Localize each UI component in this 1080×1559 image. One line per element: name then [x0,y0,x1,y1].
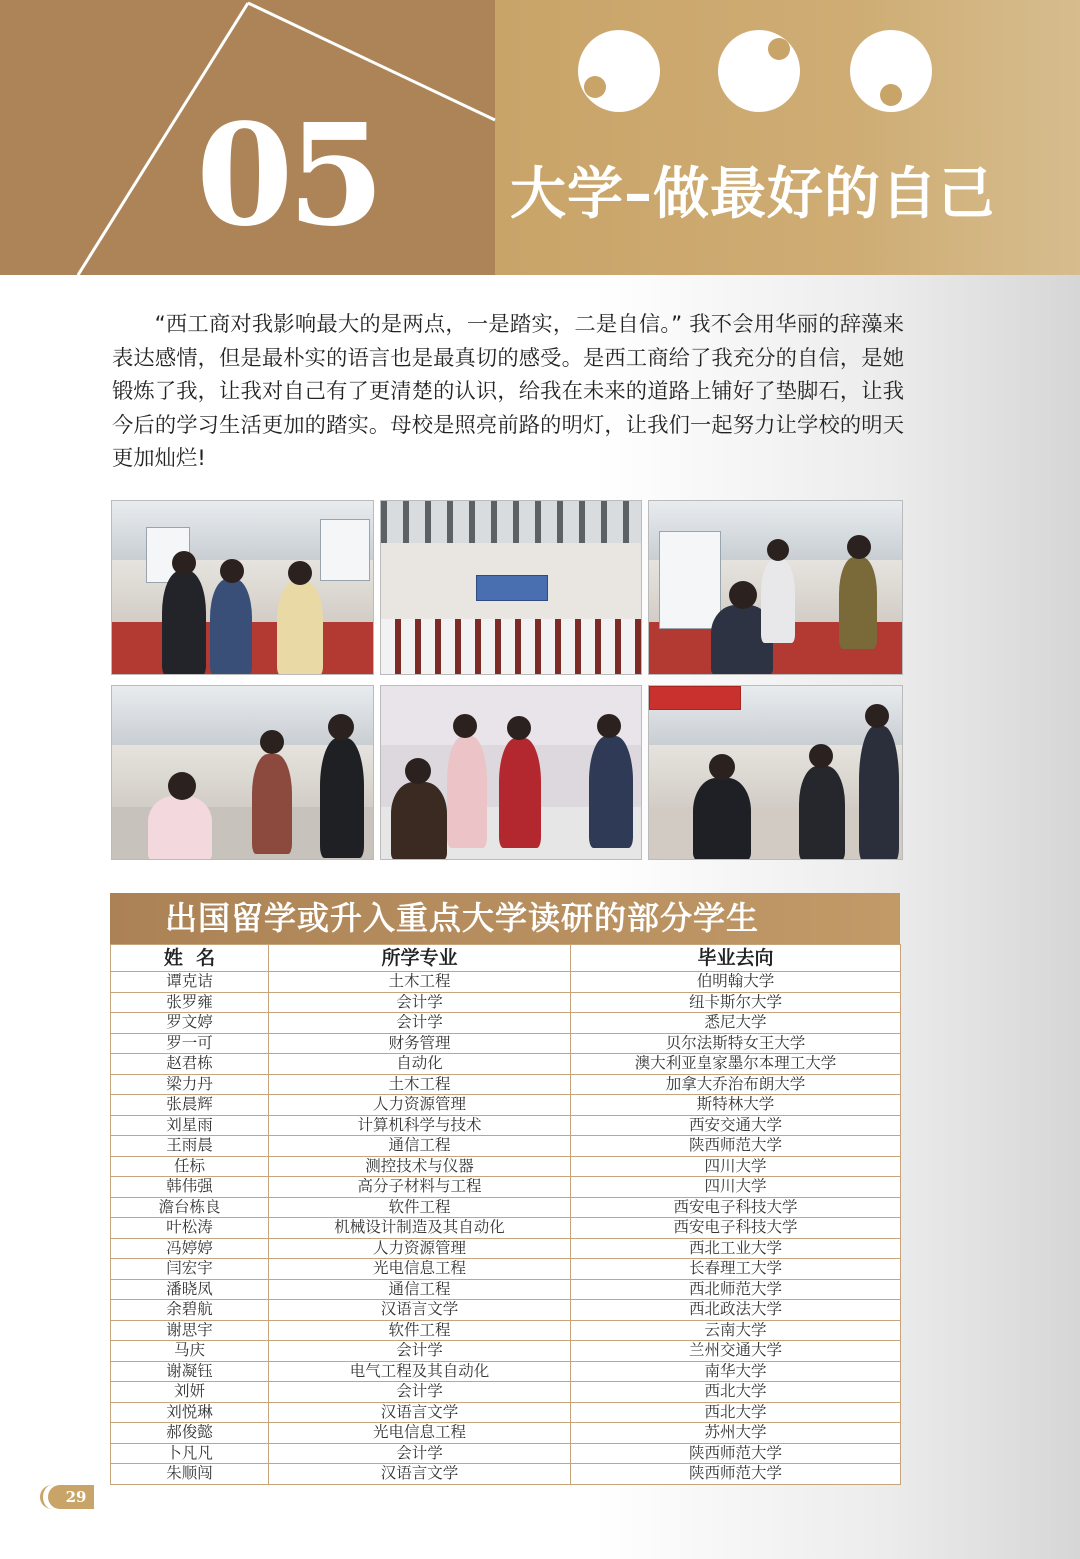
job-fair-photo-3 [648,500,903,675]
student-name-cell: 马庆 [111,1341,269,1362]
major-cell: 会计学 [269,1382,571,1403]
intro-paragraph: “西工商对我影响最大的是两点，一是踏实，二是自信。” 我不会用华丽的辞藻来表达感情，但是最朴实的语言也是最真切的感受。是西工商给了我充分的自信，是她锻炼了我，让我对自己有了更清楚的认识，给我在未来的道路上铺好了垫脚石，让我今后的学习生活更加的踏实。母校是照亮前路的明灯，让我们一起努力让学校的明天更加灿烂! [112,312,904,472]
table-header-row [111,945,901,972]
page-number-badge [40,1485,94,1509]
table-row [111,1320,901,1341]
table-row [111,1095,901,1116]
student-name-cell: 谢凝钰 [111,1361,269,1382]
major-cell: 会计学 [269,1013,571,1034]
table-row [111,1443,901,1464]
table-row [111,1136,901,1157]
table-row [111,992,901,1013]
destination-cell: 伯明翰大学 [571,972,901,993]
major-cell: 计算机科学与技术 [269,1115,571,1136]
major-cell: 土木工程 [269,1074,571,1095]
student-name-cell: 张罗雍 [111,992,269,1013]
decorative-circle-1 [578,30,660,112]
student-name-cell: 韩伟强 [111,1177,269,1198]
major-cell: 光电信息工程 [269,1259,571,1280]
student-name-cell: 梁力丹 [111,1074,269,1095]
chapter-title: 大学–做最好的自己 [510,162,995,227]
page-number: 29 [65,1488,87,1506]
job-fair-photo-5 [380,685,642,860]
destination-cell: 兰州交通大学 [571,1341,901,1362]
table-row [111,1238,901,1259]
table-row [111,1177,901,1198]
student-name-cell: 叶松涛 [111,1218,269,1239]
student-name-cell: 王雨晨 [111,1136,269,1157]
table-row [111,1382,901,1403]
destination-cell: 西安电子科技大学 [571,1218,901,1239]
destination-cell: 澳大利亚皇家墨尔本理工大学 [571,1054,901,1075]
destination-cell: 西北大学 [571,1382,901,1403]
student-name-cell: 张晨辉 [111,1095,269,1116]
destination-cell: 贝尔法斯特女王大学 [571,1033,901,1054]
destination-cell: 纽卡斯尔大学 [571,992,901,1013]
destination-cell: 四川大学 [571,1177,901,1198]
major-cell: 光电信息工程 [269,1423,571,1444]
chapter-number: 05 [196,94,379,258]
major-cell: 通信工程 [269,1279,571,1300]
destination-cell: 西北师范大学 [571,1279,901,1300]
destination-cell: 四川大学 [571,1156,901,1177]
table-row [111,1361,901,1382]
chapter-header [0,0,1080,275]
table-row [111,1218,901,1239]
job-fair-photo-1 [111,500,374,675]
table-row [111,1197,901,1218]
destination-cell: 西北大学 [571,1402,901,1423]
student-name-cell: 潘晓凤 [111,1279,269,1300]
table-row [111,1300,901,1321]
major-cell: 汉语言文学 [269,1402,571,1423]
major-cell: 财务管理 [269,1033,571,1054]
destination-cell: 西安交通大学 [571,1115,901,1136]
student-name-cell: 罗文婷 [111,1013,269,1034]
student-name-cell: 郝俊懿 [111,1423,269,1444]
table-row [111,1074,901,1095]
major-cell: 人力资源管理 [269,1095,571,1116]
student-table [110,944,901,1485]
table-row [111,1464,901,1485]
destination-cell: 加拿大乔治布朗大学 [571,1074,901,1095]
major-cell: 会计学 [269,1443,571,1464]
table-row [111,1259,901,1280]
destination-cell: 悉尼大学 [571,1013,901,1034]
table-row [111,1423,901,1444]
destination-cell: 斯特林大学 [571,1095,901,1116]
major-cell: 汉语言文学 [269,1464,571,1485]
table-row [111,1402,901,1423]
table-row [111,1013,901,1034]
destination-cell: 西北政法大学 [571,1300,901,1321]
student-name-cell: 卜凡凡 [111,1443,269,1464]
column-header-destination: 毕业去向 [571,945,901,972]
decorative-circle-3 [850,30,932,112]
destination-cell: 长春理工大学 [571,1259,901,1280]
student-name-cell: 刘妍 [111,1382,269,1403]
job-fair-photo-2 [380,500,642,675]
student-name-cell: 赵君栋 [111,1054,269,1075]
column-header-name: 姓 名 [111,945,269,972]
student-name-cell: 刘星雨 [111,1115,269,1136]
job-fair-photo-4 [111,685,374,860]
student-name-cell: 谢思宇 [111,1320,269,1341]
table-row [111,972,901,993]
table-row [111,1054,901,1075]
destination-cell: 西安电子科技大学 [571,1197,901,1218]
major-cell: 通信工程 [269,1136,571,1157]
major-cell: 自动化 [269,1054,571,1075]
major-cell: 土木工程 [269,972,571,993]
major-cell: 高分子材料与工程 [269,1177,571,1198]
major-cell: 软件工程 [269,1197,571,1218]
student-name-cell: 罗一可 [111,1033,269,1054]
destination-cell: 云南大学 [571,1320,901,1341]
student-name-cell: 任标 [111,1156,269,1177]
major-cell: 机械设计制造及其自动化 [269,1218,571,1239]
table-row [111,1279,901,1300]
column-header-major: 所学专业 [269,945,571,972]
student-table-section [110,893,900,1485]
major-cell: 汉语言文学 [269,1300,571,1321]
major-cell: 电气工程及其自动化 [269,1361,571,1382]
destination-cell: 陕西师范大学 [571,1136,901,1157]
major-cell: 测控技术与仪器 [269,1156,571,1177]
table-row [111,1341,901,1362]
destination-cell: 陕西师范大学 [571,1443,901,1464]
destination-cell: 西北工业大学 [571,1238,901,1259]
student-name-cell: 刘悦琳 [111,1402,269,1423]
decorative-circle-2 [718,30,800,112]
major-cell: 人力资源管理 [269,1238,571,1259]
table-row [111,1033,901,1054]
major-cell: 软件工程 [269,1320,571,1341]
student-name-cell: 冯婷婷 [111,1238,269,1259]
major-cell: 会计学 [269,992,571,1013]
table-title: 出国留学或升入重点大学读研的部分学生 [110,893,900,944]
major-cell: 会计学 [269,1341,571,1362]
student-name-cell: 澹台栋良 [111,1197,269,1218]
job-fair-photo-6 [648,685,903,860]
student-name-cell: 朱顺闯 [111,1464,269,1485]
destination-cell: 南华大学 [571,1361,901,1382]
table-row [111,1156,901,1177]
destination-cell: 苏州大学 [571,1423,901,1444]
table-row [111,1115,901,1136]
destination-cell: 陕西师范大学 [571,1464,901,1485]
student-name-cell: 余碧航 [111,1300,269,1321]
student-name-cell: 闫宏宇 [111,1259,269,1280]
student-name-cell: 谭克诘 [111,972,269,993]
photo-grid [111,500,903,860]
